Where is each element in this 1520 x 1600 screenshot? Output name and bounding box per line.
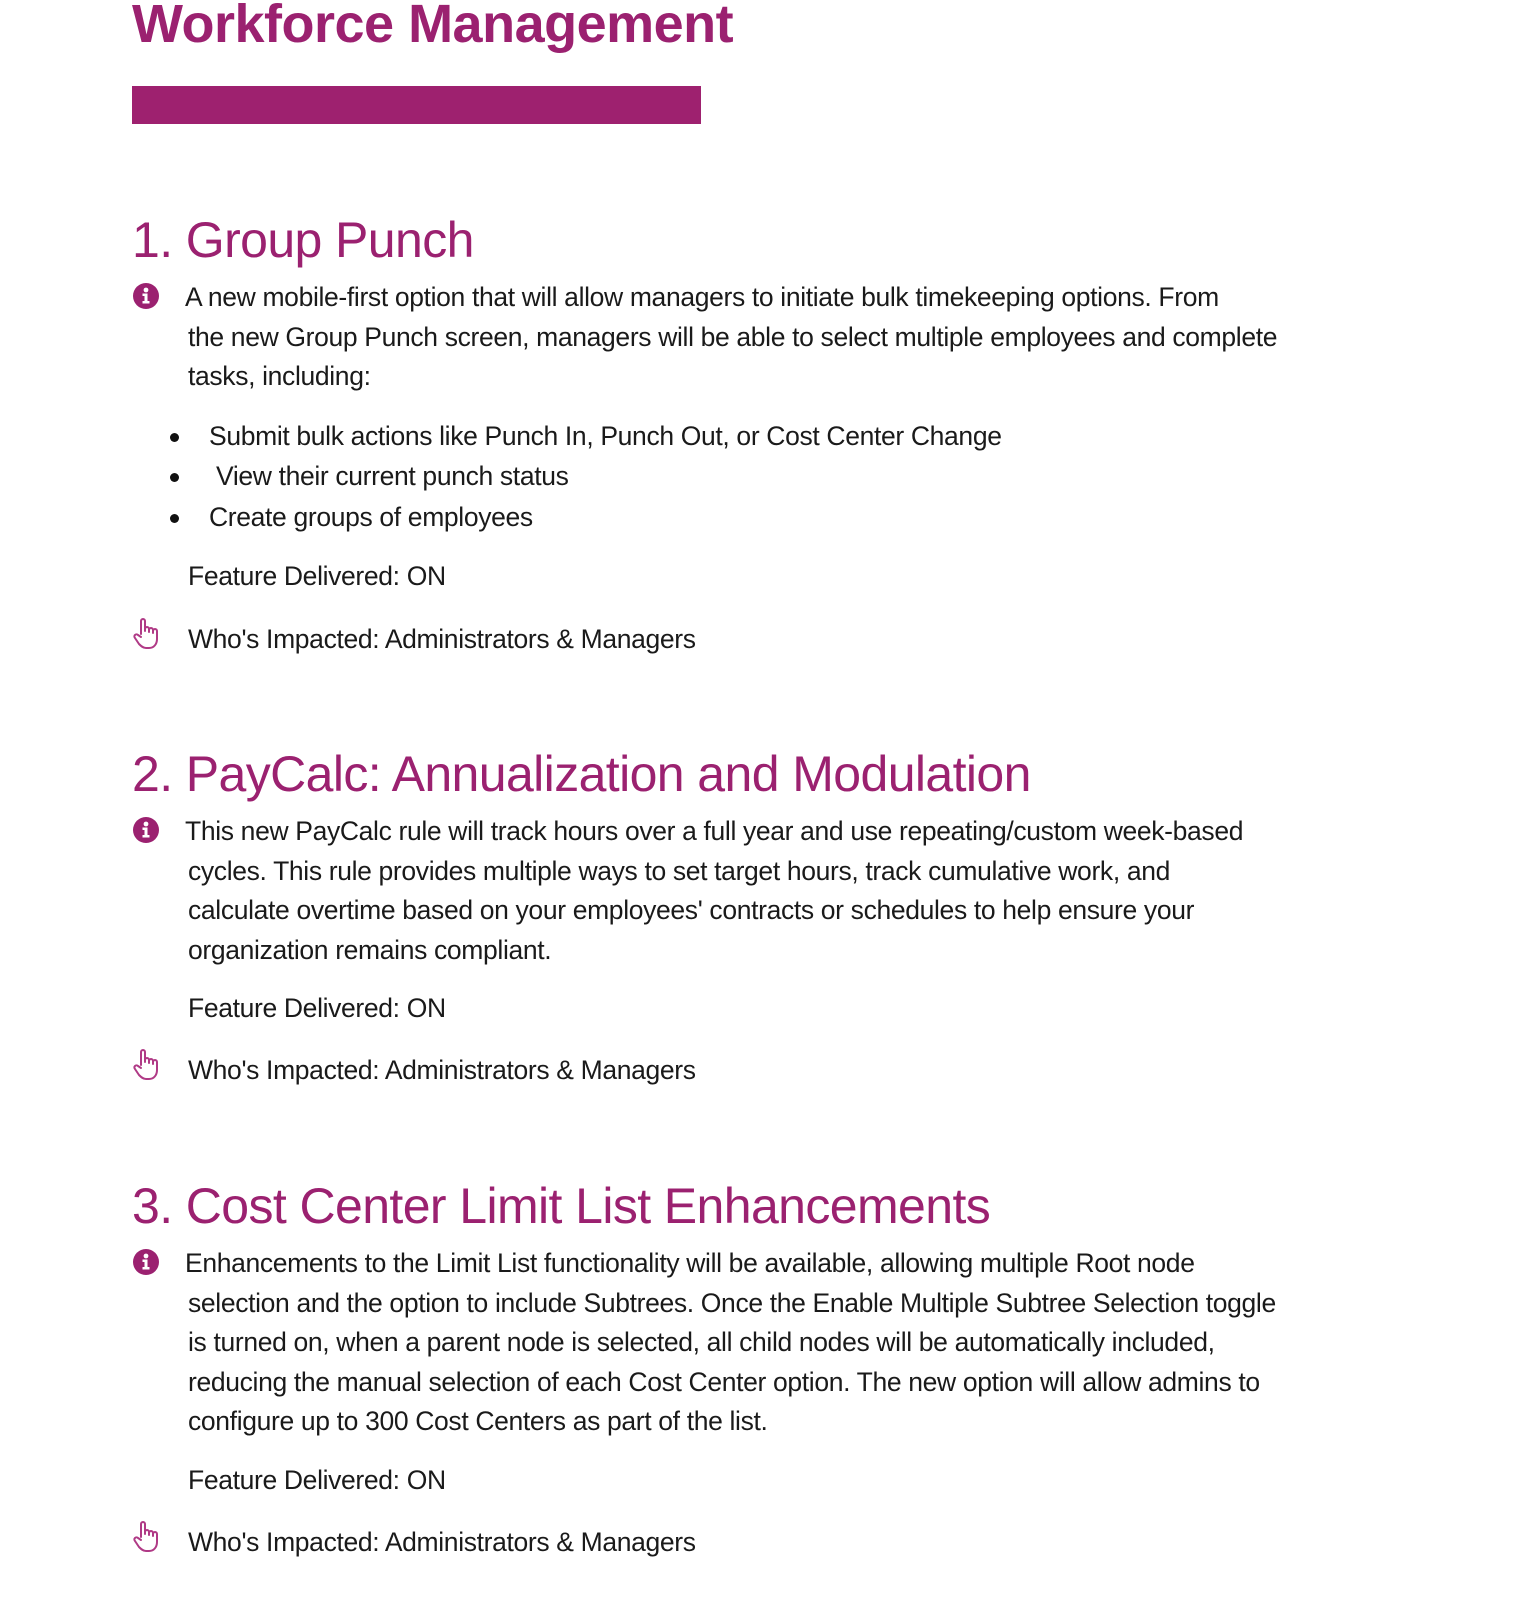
bullet-dot — [170, 473, 179, 482]
section-heading: 2. PayCalc: Annualization and Modulation — [132, 746, 1031, 802]
description-line: selection and the option to include Subtrees. Once the Enable Multiple Subtree Selection toggle — [188, 1287, 1276, 1318]
description-line: Enhancements to the Limit List functionality will be available, allowing multiple Root node — [185, 1248, 1195, 1278]
whos-impacted-text: Who's Impacted: Administrators & Managers — [188, 1526, 696, 1557]
title-underline-bar — [132, 86, 701, 124]
description-line: reducing the manual selection of each Cost Center option. The new option will allow admins to — [188, 1366, 1260, 1397]
section-heading: 3. Cost Center Limit List Enhancements — [132, 1178, 991, 1234]
feature-delivered-status: Feature Delivered: ON — [188, 561, 446, 592]
description-text — [185, 1244, 1382, 1442]
description-line: tasks, including: — [188, 361, 371, 392]
info-circle-icon — [132, 816, 162, 846]
description-line: This new PayCalc rule will track hours over a full year and use repeating/custom week-based — [185, 816, 1244, 846]
pointing-hand-icon — [132, 617, 162, 647]
page-title: Workforce Management — [132, 0, 734, 54]
description-line: A new mobile-first option that will allow managers to initiate bulk timekeeping options. From — [185, 282, 1219, 312]
description-text — [185, 278, 1382, 397]
bullet-item — [132, 456, 1382, 497]
section-heading: 1. Group Punch — [132, 212, 474, 268]
feature-bullet-list — [132, 416, 1382, 538]
impact-row — [132, 621, 1382, 657]
pointing-hand-icon — [132, 1520, 162, 1550]
impact-row — [132, 1052, 1382, 1088]
description-row — [132, 1244, 1382, 1442]
description-line: cycles. This rule provides multiple ways to set target hours, track cumulative work, and — [188, 855, 1171, 886]
bullet-item — [132, 497, 1382, 538]
description-line: configure up to 300 Cost Centers as part of the list. — [188, 1406, 768, 1437]
bullet-text: Create groups of employees — [209, 501, 533, 532]
description-text — [185, 812, 1382, 970]
impact-row — [132, 1524, 1382, 1560]
section-cost-center-limit-list — [132, 1176, 1382, 1560]
feature-delivered-status: Feature Delivered: ON — [188, 993, 446, 1024]
pointing-hand-icon — [132, 1048, 162, 1078]
info-circle-icon — [132, 1248, 162, 1278]
description-line: organization remains compliant. — [188, 934, 552, 965]
description-row — [132, 278, 1382, 397]
whos-impacted-text: Who's Impacted: Administrators & Managers — [188, 624, 696, 655]
whos-impacted-text: Who's Impacted: Administrators & Managers — [188, 1055, 696, 1086]
feature-delivered-status: Feature Delivered: ON — [188, 1464, 446, 1495]
bullet-dot — [170, 514, 179, 523]
bullet-item — [132, 416, 1382, 457]
description-line: the new Group Punch screen, managers will be able to select multiple employees and complete — [188, 321, 1278, 352]
description-line: calculate overtime based on your employees' contracts or schedules to help ensure your — [188, 895, 1195, 926]
description-row — [132, 812, 1382, 970]
bullet-text: View their current punch status — [209, 461, 569, 492]
bullet-text: Submit bulk actions like Punch In, Punch Out, or Cost Center Change — [209, 420, 1002, 451]
section-group-punch — [132, 210, 1382, 657]
bullet-dot — [170, 433, 179, 442]
section-paycalc — [132, 744, 1382, 1088]
info-circle-icon — [132, 282, 162, 312]
description-line: is turned on, when a parent node is selected, all child nodes will be automatically included, — [188, 1327, 1215, 1358]
